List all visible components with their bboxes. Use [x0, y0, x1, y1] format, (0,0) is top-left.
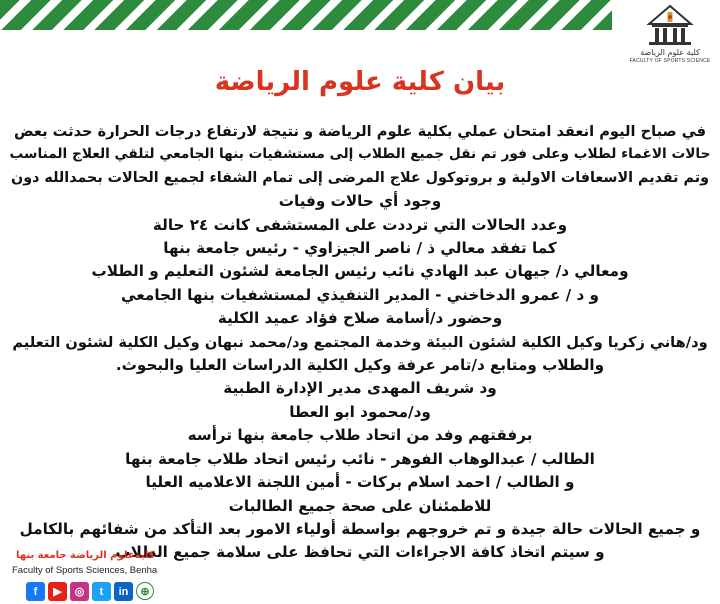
- facebook-icon[interactable]: f: [26, 582, 45, 601]
- instagram-icon[interactable]: ◎: [70, 582, 89, 601]
- statement-line: الطالب / عبدالوهاب الفوهر - نائب رئيس اتحاد طلاب جامعة بنها: [125, 449, 595, 468]
- footer-arabic-name: كليةعلوم الرياضة جامعة بنها: [16, 550, 155, 561]
- faculty-emblem-icon: [643, 4, 697, 48]
- statement-line: برفقتهم وفد من اتحاد طلاب جامعة بنها ترأسه: [187, 426, 533, 445]
- statement-line: و الطالب / احمد اسلام بركات - أمين اللجنة الاعلاميه العليا: [145, 473, 575, 492]
- statement-line: و د / عمرو الدخاخني - المدير التنفيذي لمستشفيات بنها الجامعي: [120, 285, 599, 304]
- statement-line: وحضور د/أسامة صلاح فؤاد عميد الكلية: [217, 309, 503, 328]
- statement-line: والطلاب ومتابع د/تامر عرفة وكيل الكلية الدراسات العليا والبحوث.: [115, 356, 605, 375]
- statement-title: بيان كلية علوم الرياضة: [214, 67, 506, 97]
- social-links: [26, 582, 154, 601]
- twitter-icon[interactable]: t: [92, 582, 111, 601]
- statement-line: ود/هاني زكريا وكيل الكلية لشئون البيئة وخدمة المجتمع ود/محمد نبهان وكيل الكلية لشئون التعليم: [12, 333, 708, 351]
- statement-line: وتم تقديم الاسعافات الاولية و بروتوكول علاج المرضى إلى تمام الشفاء لجميع الحالات بحمدالله دون: [11, 169, 709, 186]
- statement-line: للاطمئنان على صحة جميع الطالبات: [228, 496, 492, 515]
- statement-line: كما تفقد معالي ذ / ناصر الجيزاوي - رئيس جامعة بنها: [163, 239, 557, 258]
- header-stripe-banner: [0, 0, 612, 30]
- linkedin-icon[interactable]: in: [114, 582, 133, 601]
- logo-arabic-name: كلية علوم الرياضة: [640, 48, 700, 57]
- statement-line: ود شريف المهدى مدير الإدارة الطبية: [223, 379, 497, 398]
- statement-line: وعدد الحالات التي ترددت على المستشفى كانت ٢٤ حالة: [152, 215, 568, 234]
- statement-line: في صباح اليوم انعقد امتحان عملي بكلية علوم الرياضة و نتيجة لارتفاع درجات الحرارة حدثت بعض: [13, 123, 707, 140]
- statement-line: وجود أي حالات وفيات: [278, 192, 442, 211]
- web-icon[interactable]: ⊕: [136, 582, 154, 600]
- statement-line: حالات الاغماء لطلاب وعلى فور تم نقل جميع الطلاب إلى مستشفيات بنها الجامعي لتلقي العلاج المناسب: [9, 146, 711, 163]
- footer-english-name: Faculty of Sports Sciences, Benha: [12, 565, 158, 576]
- statement-line: ومعالي د/ جيهان عبد الهادي نائب رئيس الجامعة لشئون التعليم و الطلاب: [91, 262, 629, 281]
- logo-english-name: FACULTY OF SPORTS SCIENCE: [629, 58, 711, 64]
- statement-body: [8, 120, 712, 565]
- statement-line: ود/محمود ابو العطا: [289, 402, 431, 421]
- statement-line: و جميع الحالات حالة جيدة و تم خروجهم بواسطة أولياء الامور بعد التأكد من شفائهم بالكامل: [19, 519, 701, 538]
- statement-line: و سيتم اتخاذ كافة الاجراءات التي تحافظ على سلامة جميع الطلاب: [115, 543, 605, 562]
- youtube-icon[interactable]: ▶: [48, 582, 67, 601]
